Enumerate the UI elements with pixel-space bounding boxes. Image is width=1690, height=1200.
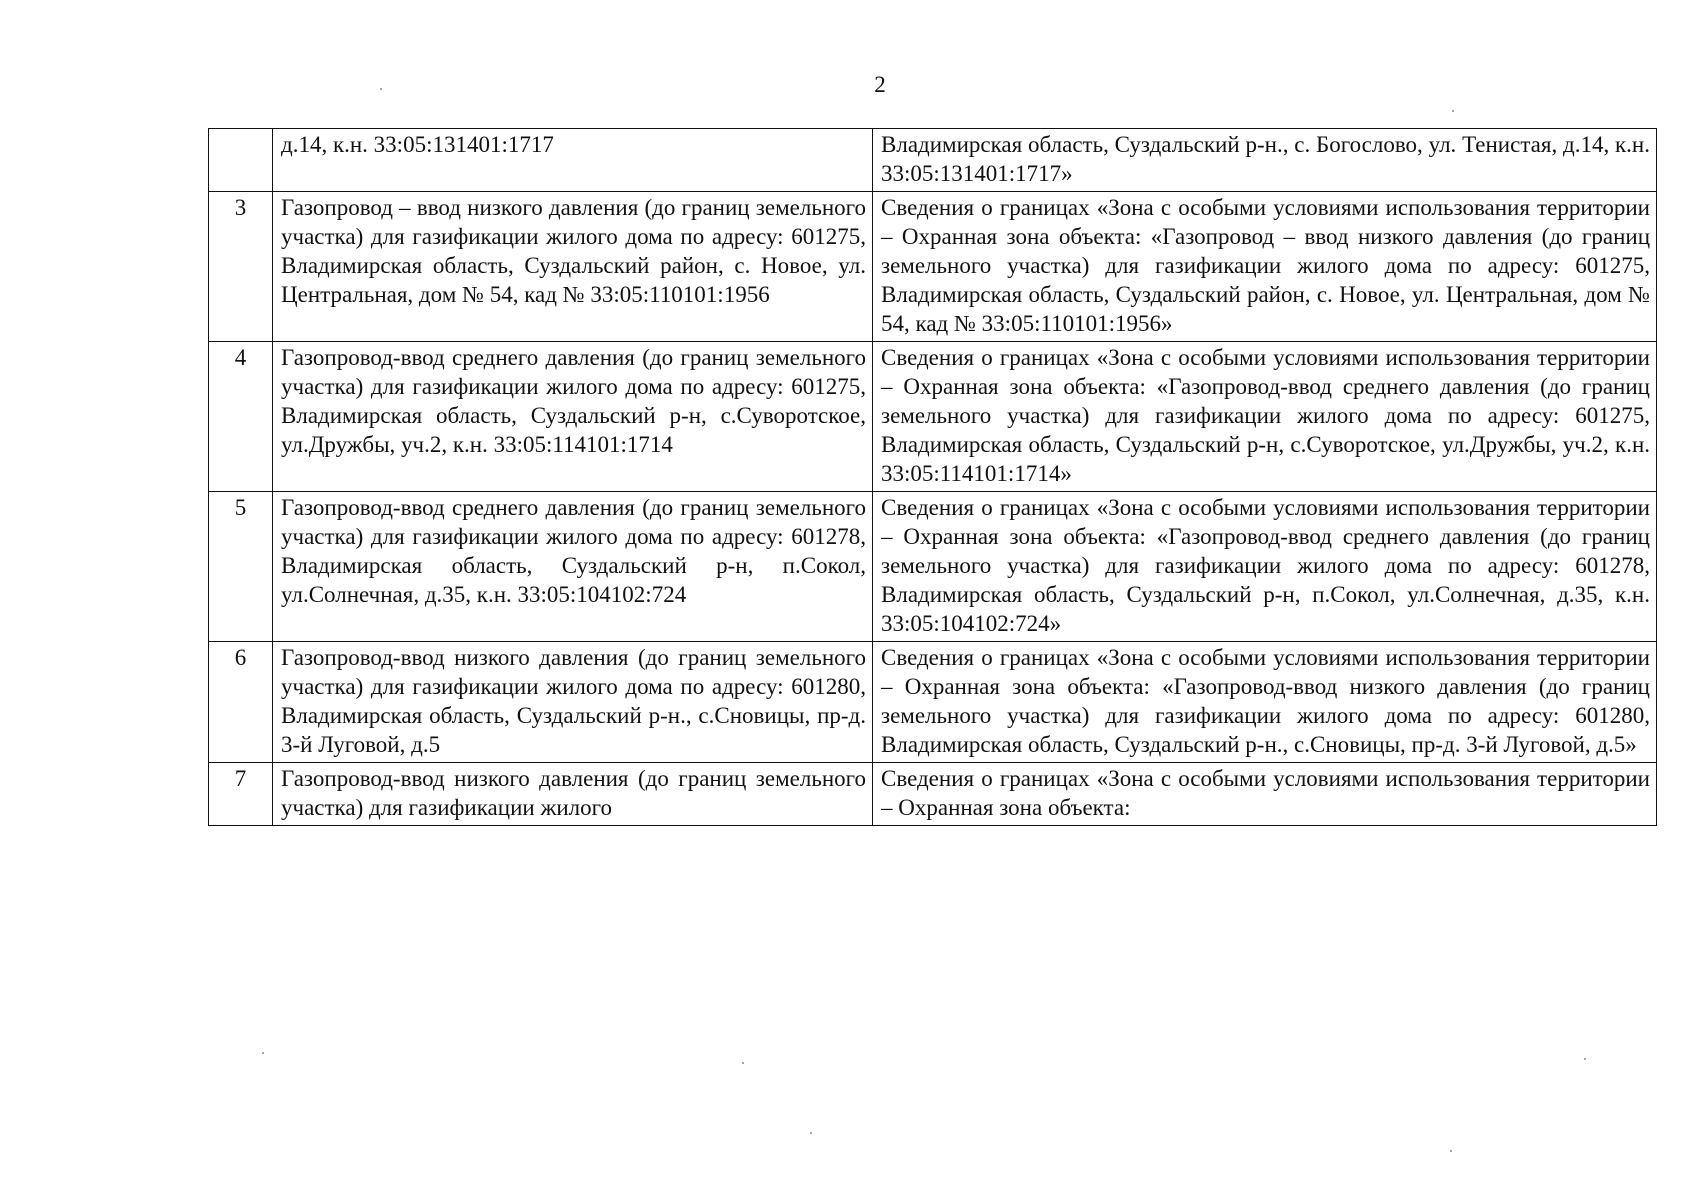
row-number-text: 7 [234,766,247,791]
zone-info-cell: Сведения о границах «Зона с особыми условиями использования территории – Охранная зона объекта: «Газопровод – ввод низкого давления (до границ земельного участка) для газификации жилого дома по адресу: 601275, Владимирская область, Суздальский район, с. Новое, ул. Центральная, дом № 54, кад № 33:05:110101:1956» [873,192,1657,342]
object-name-text: Газопровод-ввод низкого давления (до границ земельного участка) для газификации жилого [281,766,866,820]
row-number-cell: 4 [209,342,273,492]
zone-info-cell: Сведения о границах «Зона с особыми условиями использования территории – Охранная зона объекта: «Газопровод-ввод низкого давления (до границ земельного участка) для газификации жилого дома по адресу: 601280, Владимирская область, Суздальский р-н., с.Сновицы, пр-д. 3-й Луговой, д.5» [873,642,1657,763]
zone-info-cell: Владимирская область, Суздальский р-н., с. Богослово, ул. Тенистая, д.14, к.н. 33:05:131401:1717» [873,129,1657,192]
object-name-cell: д.14, к.н. 33:05:131401:1717 [273,129,873,192]
row-number-cell: 3 [209,192,273,342]
scan-speck [1584,1058,1586,1060]
scan-speck [262,1052,264,1054]
table-row [209,129,1657,192]
scan-speck [380,88,382,90]
zone-info-cell: Сведения о границах «Зона с особыми условиями использования территории – Охранная зона объекта: «Газопровод-ввод среднего давления (до границ земельного участка) для газификации жилого дома по адресу: 601275, Владимирская область, Суздальский р-н, с.Суворотское, ул.Дружбы, уч.2, к.н. 33:05:114101:1714» [873,342,1657,492]
table-row [209,342,1657,492]
table-row [209,492,1657,642]
object-name-cell: Газопровод – ввод низкого давления (до границ земельного участка) для газификации жилого дома по адресу: 601275, Владимирская область, Суздальский район, с. Новое, ул. Центральная, дом № 54, кад № 33:05:110101:1956 [273,192,873,342]
table-row [209,763,1657,826]
scan-speck [1452,110,1454,112]
zone-info-cell [873,763,1657,826]
scan-speck [742,1062,744,1064]
row-number-cell [209,129,273,192]
table-row [209,642,1657,763]
table-row [209,192,1657,342]
page-number: 2 [874,72,886,97]
object-name-cell: Газопровод-ввод среднего давления (до границ земельного участка) для газификации жилого дома по адресу: 601278, Владимирская область, Суздальский р-н, п.Сокол, ул.Солнечная, д.35, к.н. 33:05:104102:724 [273,492,873,642]
scan-speck [810,1132,812,1134]
object-name-cell: Газопровод-ввод среднего давления (до границ земельного участка) для газификации жилого дома по адресу: 601275, Владимирская область, Суздальский р-н, с.Суворотское, ул.Дружбы, уч.2, к.н. 33:05:114101:1714 [273,342,873,492]
zones-table [208,128,1657,826]
object-name-cell [273,763,873,826]
scan-speck [1450,1150,1452,1152]
row-number-cell [209,763,273,826]
zone-info-cell: Сведения о границах «Зона с особыми условиями использования территории – Охранная зона объекта: «Газопровод-ввод среднего давления (до границ земельного участка) для газификации жилого дома по адресу: 601278, Владимирская область, Суздальский р-н, п.Сокол, ул.Солнечная, д.35, к.н. 33:05:104102:724» [873,492,1657,642]
zone-info-text: Сведения о границах «Зона с особыми условиями использования территории – Охранная зона объекта: [881,766,1650,820]
row-number-cell: 5 [209,492,273,642]
row-number-cell: 6 [209,642,273,763]
object-name-cell: Газопровод-ввод низкого давления (до границ земельного участка) для газификации жилого дома по адресу: 601280, Владимирская область, Суздальский р-н., с.Сновицы, пр-д. 3-й Луговой, д.5 [273,642,873,763]
